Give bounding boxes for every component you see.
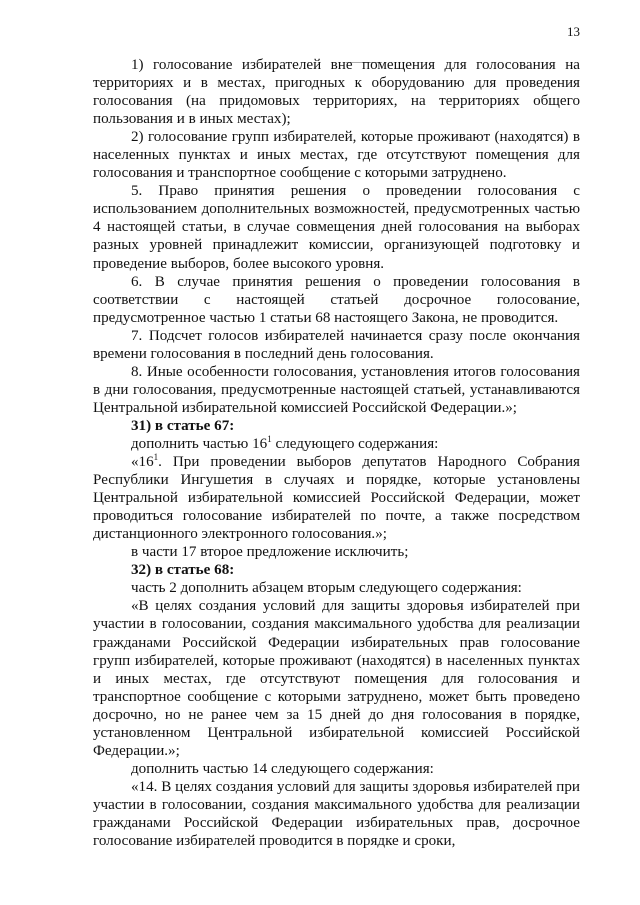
paragraph [93, 453, 580, 543]
paragraph-text: следующего содержания: [271, 435, 439, 452]
superscript-index: 1 [153, 452, 159, 463]
paragraph [93, 435, 580, 453]
section-heading: 32) в статье 68: [131, 562, 235, 579]
paragraph: «В целях создания условий для защиты здоровья избирателей при участии в голосовании, создания максимального удобства для реализации гражданами Российской Федерации избирательных прав голосование групп избирателей, которые проживают (находятся) в населенных пунктах и иных местах, где отсутствуют помещения для голосования и транспортное сообщение с которыми затруднено, может быть проведено досрочно, но не ранее чем за 15 дней до дня голосования в порядке, установленном Центральной избирательной комиссией Российской Федерации.»; [93, 598, 580, 759]
paragraph-text: . При проведении выборов депутатов Народного Собрания Республики Ингушетия в случаях и порядке, которые установлены Центральной избирательной комиссией Российской Федерации, может проводиться голосование избирателей по почте, а также посредством дистанционного электронного голосования.»; [93, 454, 580, 543]
paragraph: 6. В случае принятия решения о проведении голосования в соответствии с настоящей статьей досрочное голосование, предусмотренное частью 1 статьи 68 настоящего Закона, не проводится. [93, 273, 580, 326]
paragraph: 2) голосование групп избирателей, которые проживают (находятся) в населенных пунктах и иных местах, где отсутствуют помещения для голосования и транспортное сообщение с которыми затруднено. [93, 129, 580, 182]
paragraph: в части 17 второе предложение исключить; [131, 544, 409, 561]
paragraph-text: «16 [131, 454, 154, 471]
paragraph: «14. В целях создания условий для защиты здоровья избирателей при участии в голосовании, создания максимального удобства для реализации гражданами Российской Федерации избирательных прав, досрочное голосование избирателей проводится в порядке и сроки, [93, 778, 580, 850]
paragraph: 5. Право принятия решения о проведении голосования с использованием дополнительных возможностей, предусмотренных частью 4 настоящей статьи, в случае совмещения дней голосования на выборах разных уровней принадлежит комиссии, организующей подготовку и проведение выборов, более высокого уровня. [93, 183, 580, 272]
paragraph: дополнить частью 14 следующего содержания: [131, 760, 434, 777]
paragraph: 7. Подсчет голосов избирателей начинается сразу после окончания времени голосования в последний день голосования. [93, 327, 580, 362]
paragraph: 8. Иные особенности голосования, установления итогов голосования в дни голосования, предусмотренные настоящей статьей, устанавливаются Центральной избирательной комиссией Российской Федерации.»; [93, 363, 580, 416]
section-heading: 31) в статье 67: [131, 417, 235, 434]
page-number: 13 [567, 24, 580, 39]
paragraph-text: дополнить частью 16 [131, 435, 268, 452]
paragraph: 1) голосование избирателей вне помещения для голосования на территориях и в местах, пригодных к оборудованию для проведения голосования (на придомовых территориях, на территориях общего пользования и в иных местах); [93, 57, 580, 128]
paragraph: часть 2 дополнить абзацем вторым следующего содержания: [131, 580, 522, 597]
document-body [93, 56, 580, 850]
superscript-index: 1 [267, 433, 272, 444]
